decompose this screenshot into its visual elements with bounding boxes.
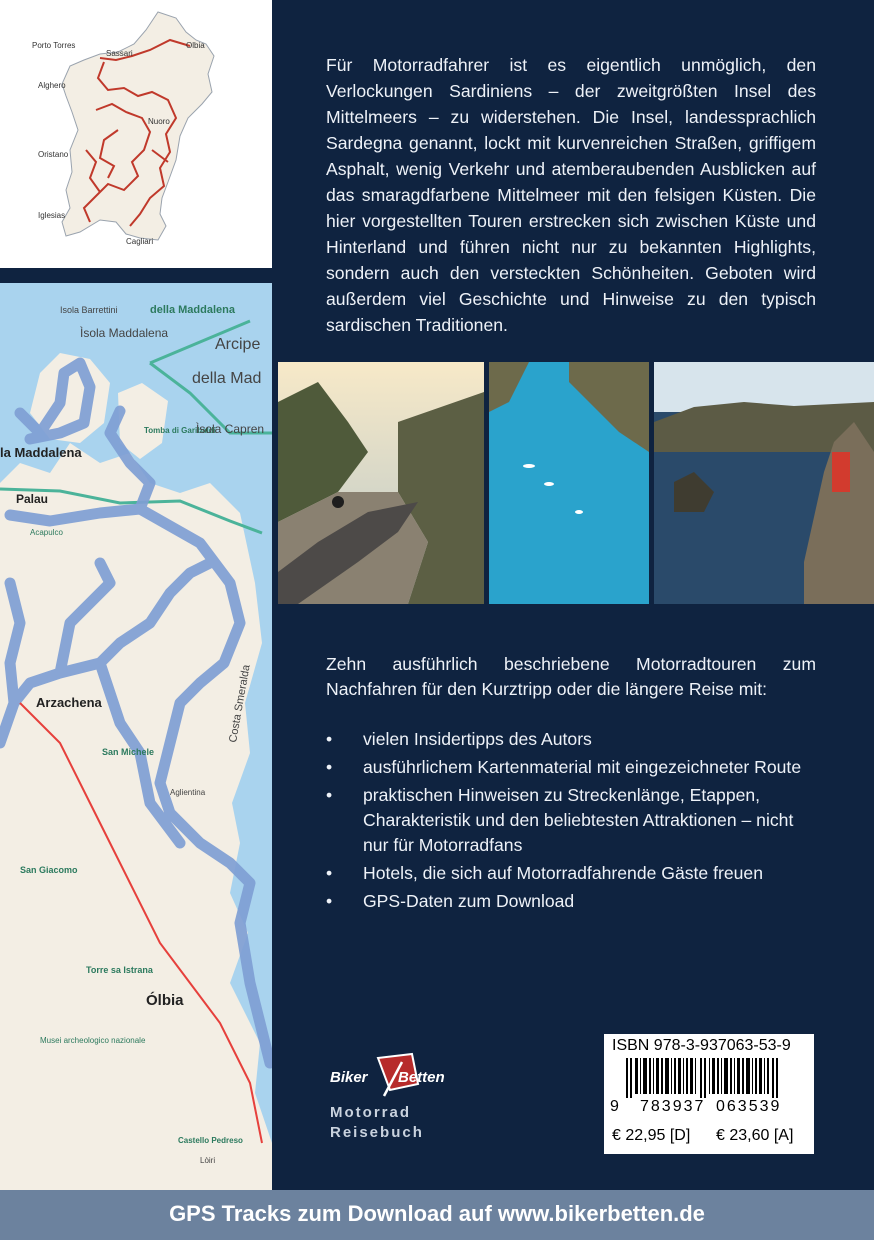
overview-town-label: Iglesias (38, 211, 66, 220)
overview-town-label: Sassari (106, 49, 133, 58)
price-germany: € 22,95 [D] (612, 1127, 691, 1144)
overview-town-label: Oristano (38, 150, 69, 159)
map-place-label: Costa Smeralda (227, 663, 253, 744)
logo-word-biker: Biker (330, 1069, 368, 1086)
photo-svg (489, 362, 649, 604)
feature-list-item (326, 783, 816, 858)
series-name-line1: Motorrad (330, 1104, 411, 1121)
isbn-barcode-box (604, 1034, 814, 1154)
map-place-label: della Maddalena (150, 304, 235, 316)
feature-list-item (326, 861, 816, 886)
price-austria: € 23,60 [A] (716, 1127, 794, 1144)
bullet-point: • (326, 757, 333, 777)
sardinia-overview-svg (0, 0, 272, 268)
map-place-label: Isola Barrettini (60, 305, 118, 315)
detail-map-svg (0, 283, 272, 1190)
map-place-label: Aglientina (170, 788, 206, 797)
overview-town-label: Nuoro (148, 117, 170, 126)
photo-svg (278, 362, 484, 604)
overview-town-label: Alghero (38, 81, 66, 90)
isbn-digit-prefix: 9 (610, 1098, 619, 1115)
tour-lead-text: Zehn ausführlich beschriebene Motorradtouren zum Nachfahren für den Kurztripp oder die längere Reise mit: (326, 654, 816, 699)
isbn-digit-group2: 063539 (716, 1098, 782, 1115)
intro-paragraph: Für Motorradfahrer ist es eigentlich unmöglich, den Verlockungen Sardiniens – der zweitgrößten Insel des Mittelmeers – zu widerstehen. Die Insel, landessprachlich Sardegna genannt, lockt mit kurvenreichen Straßen, griffigem Asphalt, wenig Verkehr und atemberaubenden Ausblicken auf das smaragdfarbene Mittelmeer mit den felsigen Küsten. Die hier vorgestellten Touren erstrecken sich zwischen Küste und Hinterland und führen nicht nur zu bekannten Highlights, sondern auch den versteckten Schönheiten. Geboten wird außerdem viel Geschichte und Hinweise zu den typisch sardischen Traditionen. (326, 55, 816, 335)
overview-town-label: Olbia (186, 41, 205, 50)
map-place-label: Ólbia (146, 992, 184, 1009)
feature-text: praktischen Hinweisen zu Streckenlänge, Etappen, Charakteristik und den beliebtesten Attraktionen – nicht nur für Motorradfans (363, 785, 794, 855)
overview-town-label: Porto Torres (32, 41, 76, 50)
land-area (0, 443, 272, 1190)
gps-download-footer: GPS Tracks zum Download auf www.bikerbetten.de (0, 1190, 874, 1240)
overview-town-label: Cagliari (126, 237, 154, 246)
photo-svg (654, 362, 874, 604)
bullet-point: • (326, 729, 333, 749)
feature-text: Hotels, die sich auf Motorradfahrende Gäste freuen (363, 863, 763, 883)
bullet-point: • (326, 863, 333, 883)
map-place-label: Ìsola Capren (196, 422, 265, 436)
map-place-label: Musei archeologico nazionale (40, 1036, 146, 1045)
map-place-label: la Maddalena (0, 445, 82, 460)
map-place-label: Torre sa Istrana (86, 965, 153, 975)
map-place-label: Arcipe (215, 336, 261, 353)
feature-text: ausführlichem Kartenmaterial mit eingezeichneter Route (363, 757, 802, 777)
map-place-label: della Mad (192, 370, 262, 387)
series-name-line2: Reisebuch (330, 1124, 424, 1141)
map-place-label: San Giacomo (20, 865, 78, 875)
map-place-label: Ìsola Maddalena (80, 326, 169, 340)
isbn-label: ISBN 978-3-937063-53-9 (612, 1037, 791, 1054)
logo-mark-svg (326, 1050, 466, 1100)
logo-word-betten: Betten (398, 1069, 445, 1086)
map-place-label: Palau (16, 492, 49, 506)
feature-text: vielen Insidertipps des Autors (363, 729, 592, 749)
map-place-label: Arzachena (36, 695, 102, 710)
sardinia-overview-map (0, 0, 272, 268)
rider-overlooking-coast-photo (654, 362, 874, 604)
feature-list-item (326, 889, 816, 914)
feature-text: GPS-Daten zum Download (363, 891, 575, 911)
feature-list-item (326, 755, 816, 780)
bullet-point: • (326, 891, 333, 911)
feature-list (326, 727, 816, 917)
map-place-label: San Michele (102, 747, 155, 757)
map-place-label: Tomba di Garibaldi (144, 426, 216, 435)
map-place-label: Acapulco (30, 528, 63, 537)
detail-road-map (0, 283, 272, 1190)
turquoise-bay-boats-photo (489, 362, 649, 604)
motorcycle-coastal-road-photo (278, 362, 484, 604)
isbn-digit-group1: 783937 (640, 1098, 706, 1115)
bullet-point: • (326, 785, 333, 805)
feature-list-item (326, 727, 816, 752)
ean-barcode (626, 1058, 796, 1098)
map-place-label: Lòiri (200, 1156, 216, 1165)
map-place-label: Castello Pedreso (178, 1136, 243, 1145)
